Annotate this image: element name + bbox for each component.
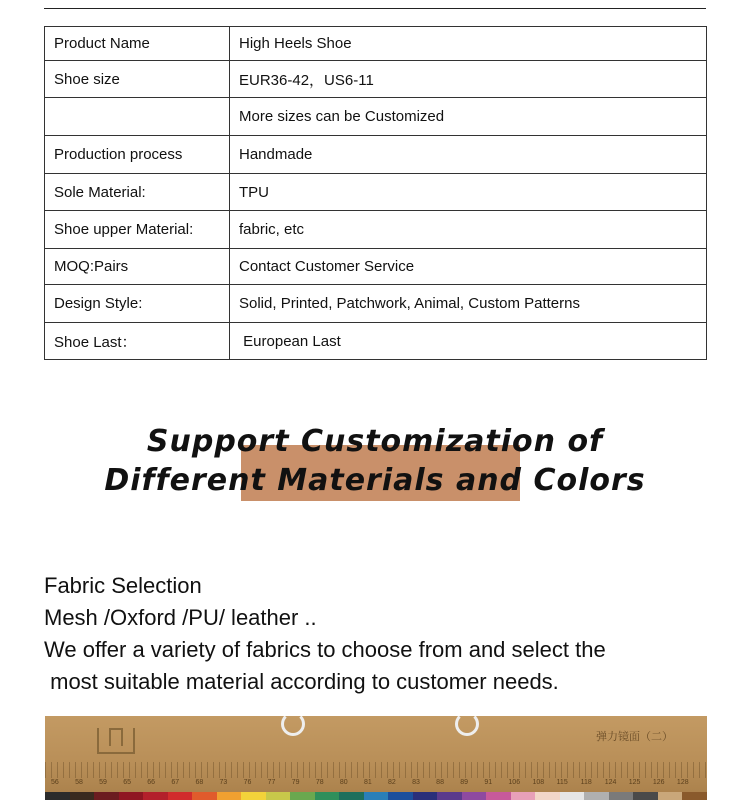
color-swatch bbox=[413, 792, 438, 800]
sample-number: 124 bbox=[604, 779, 617, 786]
spec-label: Shoe upper Material: bbox=[45, 211, 230, 249]
color-swatch bbox=[437, 792, 462, 800]
sample-numbers bbox=[45, 779, 707, 789]
fabric-section bbox=[44, 570, 606, 698]
spec-label: Product Name bbox=[45, 27, 230, 61]
color-swatch bbox=[486, 792, 511, 800]
spec-label: Design Style: bbox=[45, 285, 230, 323]
spec-label: Production process bbox=[45, 136, 230, 174]
color-swatch bbox=[633, 792, 658, 800]
spec-value: Handmade bbox=[230, 136, 707, 174]
spec-value: More sizes can be Customized bbox=[230, 98, 707, 136]
sample-number: 59 bbox=[99, 779, 107, 786]
color-swatch bbox=[682, 792, 707, 800]
spec-row bbox=[45, 323, 707, 360]
spec-value: TPU bbox=[230, 174, 707, 211]
sample-number: 89 bbox=[460, 779, 469, 786]
color-swatch bbox=[462, 792, 487, 800]
sample-number: 68 bbox=[195, 779, 204, 786]
spec-row bbox=[45, 136, 707, 174]
color-swatch bbox=[584, 792, 609, 800]
color-swatch bbox=[339, 792, 364, 800]
color-swatch bbox=[364, 792, 389, 800]
sample-number: 73 bbox=[219, 779, 228, 786]
brand-logo-icon bbox=[97, 728, 135, 754]
top-divider bbox=[44, 8, 706, 9]
sample-number: 81 bbox=[363, 779, 372, 786]
sample-number: 108 bbox=[532, 779, 545, 786]
sample-card-label: 弹力镜面（二） bbox=[596, 731, 673, 743]
spec-table-body bbox=[45, 27, 707, 360]
sample-number: 79 bbox=[291, 779, 300, 786]
color-swatch bbox=[658, 792, 683, 800]
sample-ruler bbox=[45, 762, 707, 778]
color-swatch bbox=[560, 792, 585, 800]
fabric-sample-card-image bbox=[45, 716, 707, 800]
sample-number: 76 bbox=[243, 779, 252, 786]
fabric-materials: Mesh /Oxford /PU/ leather .. bbox=[44, 605, 317, 630]
spec-row bbox=[45, 27, 707, 61]
sample-number: 83 bbox=[412, 779, 420, 786]
sample-number: 128 bbox=[676, 779, 689, 786]
color-swatch bbox=[535, 792, 560, 800]
sample-number: 106 bbox=[508, 779, 521, 786]
color-swatch bbox=[45, 792, 70, 800]
color-swatch bbox=[94, 792, 119, 800]
color-swatch bbox=[192, 792, 217, 800]
spec-row bbox=[45, 285, 707, 323]
binder-ring-icon bbox=[281, 716, 305, 736]
binder-ring-icon bbox=[455, 716, 479, 736]
spec-value: Contact Customer Service bbox=[230, 249, 707, 285]
color-swatch bbox=[70, 792, 95, 800]
spec-row bbox=[45, 61, 707, 98]
color-swatch bbox=[241, 792, 266, 800]
sample-number: 66 bbox=[147, 779, 156, 786]
sample-number: 82 bbox=[388, 779, 396, 786]
color-swatch bbox=[290, 792, 315, 800]
color-swatch bbox=[315, 792, 340, 800]
sample-number: 65 bbox=[123, 779, 132, 786]
spec-value: High Heels Shoe bbox=[230, 27, 707, 61]
spec-label: Shoe Last： bbox=[45, 323, 230, 360]
color-swatch bbox=[143, 792, 168, 800]
sample-number: 125 bbox=[628, 779, 641, 786]
headline-line-2: Different Materials and Colors bbox=[104, 463, 646, 498]
spec-value: Solid, Printed, Patchwork, Animal, Custom Patterns bbox=[230, 285, 707, 323]
color-swatch bbox=[168, 792, 193, 800]
color-swatches bbox=[45, 792, 707, 800]
color-swatch bbox=[609, 792, 634, 800]
spec-value: EUR36-42，US6-11 bbox=[230, 61, 707, 98]
sample-number: 56 bbox=[51, 779, 59, 786]
color-swatch bbox=[511, 792, 536, 800]
sample-number: 78 bbox=[315, 779, 324, 786]
spec-row bbox=[45, 174, 707, 211]
color-swatch bbox=[217, 792, 242, 800]
spec-value: European Last bbox=[230, 323, 707, 360]
spec-label: MOQ:Pairs bbox=[45, 249, 230, 285]
spec-table bbox=[44, 26, 707, 360]
fabric-title: Fabric Selection bbox=[44, 573, 202, 598]
spec-value: fabric, etc bbox=[230, 211, 707, 249]
spec-row bbox=[45, 98, 707, 136]
sample-number: 115 bbox=[556, 779, 568, 786]
sample-number: 126 bbox=[652, 779, 665, 786]
sample-number: 67 bbox=[171, 779, 180, 786]
spec-row bbox=[45, 211, 707, 249]
fabric-description-line-2: most suitable material according to customer needs. bbox=[44, 669, 559, 694]
spec-label: Sole Material: bbox=[45, 174, 230, 211]
sample-number: 80 bbox=[339, 779, 348, 786]
spec-row bbox=[45, 249, 707, 285]
fabric-description-line-1: We offer a variety of fabrics to choose from and select the bbox=[44, 637, 606, 662]
sample-number: 58 bbox=[75, 779, 83, 786]
headline-line-1: Support Customization of bbox=[146, 424, 604, 459]
sample-number: 91 bbox=[484, 779, 493, 786]
spec-label: Shoe size bbox=[45, 61, 230, 98]
color-swatch bbox=[266, 792, 291, 800]
color-swatch bbox=[388, 792, 413, 800]
spec-label bbox=[45, 98, 230, 136]
sample-number: 118 bbox=[580, 779, 592, 786]
color-swatch bbox=[119, 792, 144, 800]
sample-number: 77 bbox=[267, 779, 276, 786]
sample-number: 88 bbox=[436, 779, 444, 786]
